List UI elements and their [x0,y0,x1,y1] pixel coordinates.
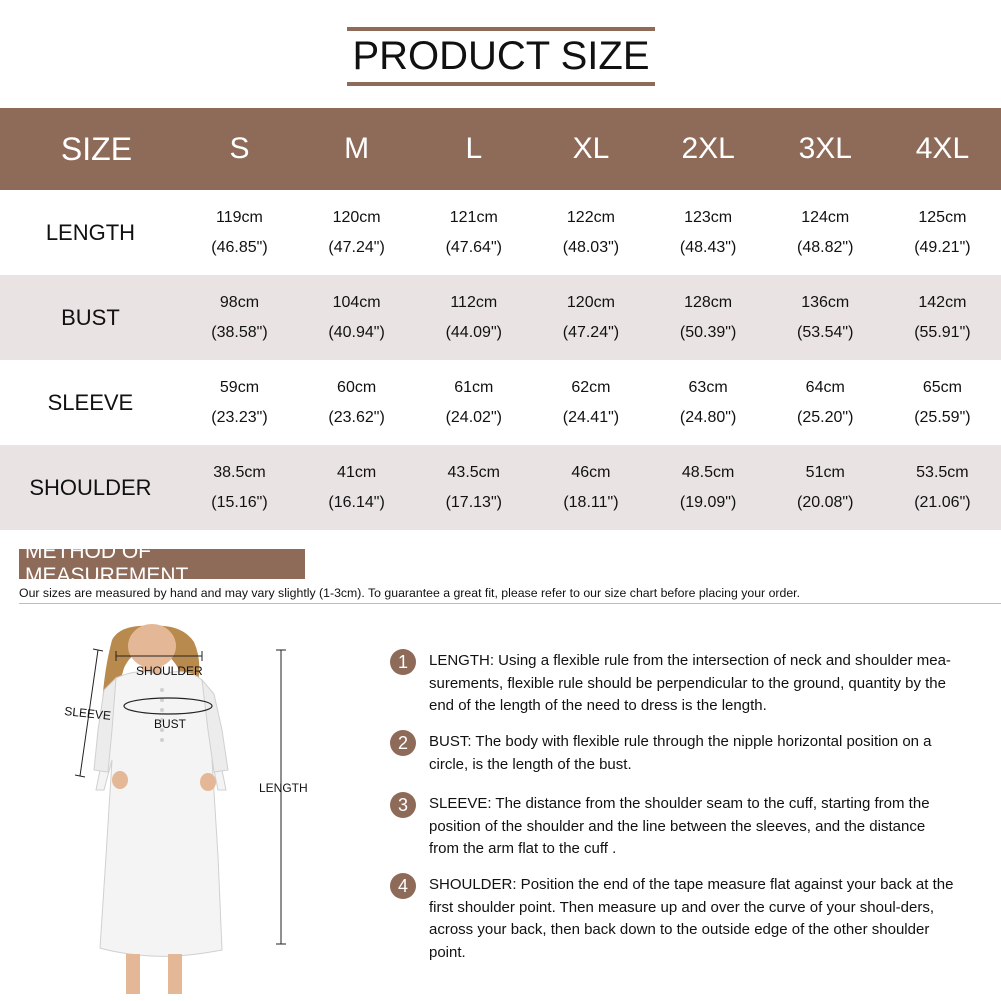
cell-cm-value: 122cm [566,208,615,226]
cell-inch-value: (48.82") [797,238,854,256]
cell-inch-value: (24.80") [679,408,737,426]
table-cell [298,190,415,275]
table-cell [650,360,767,445]
cell-inch-value: (15.16") [211,493,268,511]
cell-inch-value: (46.85") [211,238,268,256]
cell-cm-value: 51cm [805,463,845,481]
instruction-3 [390,793,970,861]
cell-inch-value: (48.03") [562,238,620,256]
header-size-4xl: 4XL [915,132,970,165]
table-cell [650,190,767,275]
cell-inch-value: (21.06") [914,493,971,511]
cell-cm-value: 121cm [449,208,498,226]
step-number-badge: 2 [390,730,416,756]
placket-button [160,688,164,692]
table-cell [767,445,884,530]
cell-cm-value: 38.5cm [213,463,266,481]
cell-cm-value: 59cm [219,378,260,396]
table-cell [884,190,1001,275]
placket-button [160,708,164,712]
cell-cm-value: 136cm [801,293,850,311]
table-cell [415,190,532,275]
cell-cm-value: 98cm [219,293,260,311]
divider [19,603,1001,604]
row-label: BUST [61,304,120,330]
table-cell [532,445,649,530]
cell-inch-value: (53.54") [797,323,854,341]
table-row [0,190,1001,275]
cell-inch-value: (55.91") [914,323,971,341]
cell-cm-value: 48.5cm [681,463,735,481]
cell-inch-value: (23.23") [211,408,268,426]
title-box [347,27,655,86]
table-cell [884,275,1001,360]
table-cell [767,360,884,445]
face-shape [128,624,176,668]
step-number-badge: 1 [390,649,416,675]
header-size-s: S [229,132,250,165]
cell-inch-value: (23.62") [328,408,385,426]
cell-inch-value: (47.24") [562,323,620,341]
left-hand [112,771,128,789]
row-label: SHOULDER [29,474,152,500]
shoulder-label: SHOULDER [136,664,203,678]
instruction-text: SHOULDER: Position the end of the tape measure flat against your back at the first shoulder point. Then measure up and over the curve of your shoul-ders, across your back, then back down to the outside edge of the other shoulder point. [429,876,954,961]
cell-cm-value: 120cm [566,293,615,311]
size-table [0,108,1001,530]
table-cell [298,275,415,360]
table-cell [532,190,649,275]
cell-cm-value: 124cm [801,208,850,226]
header-size-label: SIZE [60,130,133,167]
cell-inch-value: (47.64") [445,238,502,256]
cell-cm-value: 60cm [337,378,377,396]
step-number-badge: 3 [390,792,416,818]
cell-inch-value: (20.08") [797,493,854,511]
cell-cm-value: 63cm [688,378,728,396]
table-cell [767,275,884,360]
cell-cm-value: 123cm [684,208,733,226]
cell-cm-value: 120cm [332,208,381,226]
table-header-row [0,108,1001,190]
instruction-4 [390,874,970,964]
header-size-3xl: 3XL [798,132,852,165]
table-cell [415,360,532,445]
table-cell [650,445,767,530]
right-hand [200,773,216,791]
dress-measurement-figure [50,620,350,1000]
table-cell [415,445,532,530]
table-cell [181,360,298,445]
length-label: LENGTH [259,781,308,795]
cell-inch-value: (24.41") [562,408,620,426]
table-cell [181,275,298,360]
cell-inch-value: (48.43") [679,238,737,256]
cell-cm-value: 43.5cm [447,463,500,481]
table-cell [298,445,415,530]
placket-button [160,738,164,742]
cell-inch-value: (24.02") [445,408,502,426]
header-size-2xl: 2XL [681,132,735,165]
cell-cm-value: 142cm [918,293,967,311]
cell-cm-value: 125cm [918,208,967,226]
table-row [0,360,1001,445]
cell-inch-value: (49.21") [914,238,971,256]
method-heading: METHOD OF MEASUREMENT [19,549,305,579]
row-label: SLEEVE [47,389,134,415]
table-row [0,445,1001,530]
table-cell [884,360,1001,445]
cell-cm-value: 128cm [684,293,733,311]
cell-inch-value: (18.11") [563,493,619,511]
table-cell [650,275,767,360]
cell-cm-value: 41cm [337,463,377,481]
table-cell [532,275,649,360]
header-size-m: M [344,132,370,165]
cell-cm-value: 62cm [571,378,611,396]
left-leg [126,954,140,994]
cell-inch-value: (44.09") [445,323,502,341]
bust-label: BUST [154,717,187,731]
right-leg [168,954,182,994]
table-cell [181,190,298,275]
cell-inch-value: (50.39") [679,323,737,341]
cell-inch-value: (16.14") [328,493,385,511]
table-body [0,190,1001,530]
cell-inch-value: (25.20") [797,408,854,426]
cell-cm-value: 112cm [450,293,498,311]
instruction-text: BUST: The body with flexible rule through the nipple horizontal position on a circle, is the length of the bust. [429,733,932,773]
header-size-l: L [465,132,483,165]
table-cell [767,190,884,275]
table-cell [181,445,298,530]
method-note: Our sizes are measured by hand and may vary slightly (1-3cm). To guarantee a great fit, please refer to our size chart before placing your order. [19,586,801,600]
instruction-2 [390,731,970,776]
table-row [0,275,1001,360]
cell-cm-value: 64cm [805,378,845,396]
cell-cm-value: 104cm [332,293,381,311]
table-cell [415,275,532,360]
cell-cm-value: 119cm [216,208,263,226]
instruction-text: SLEEVE: The distance from the shoulder seam to the cuff, starting from the position of the shoulder and the line between the sleeves, and the distance from the arm flat to the cuff . [429,795,930,857]
sleeve-label: SLEEVE [63,704,112,723]
header-size-xl: XL [572,132,610,165]
cell-cm-value: 65cm [922,378,962,396]
table-cell [298,360,415,445]
step-number-badge: 4 [390,873,416,899]
cell-cm-value: 46cm [571,463,611,481]
instruction-1 [390,650,970,718]
cell-inch-value: (38.58") [211,323,268,341]
table-cell [532,360,649,445]
table-cell [884,445,1001,530]
cell-inch-value: (40.94") [328,323,385,341]
cell-cm-value: 53.5cm [916,463,969,481]
cell-inch-value: (25.59") [914,408,971,426]
instruction-text: LENGTH: Using a flexible rule from the intersection of neck and shoulder mea-surements, flexible rule should be perpendicular to the ground, quantity by the end of the length of the need to dress is the length. [429,652,951,714]
cell-inch-value: (47.24") [328,238,385,256]
cell-inch-value: (17.13") [445,493,502,511]
cell-inch-value: (19.09") [679,493,737,511]
row-label: LENGTH [45,219,136,245]
cell-cm-value: 61cm [454,378,494,396]
page-title: PRODUCT SIZE [352,34,650,78]
